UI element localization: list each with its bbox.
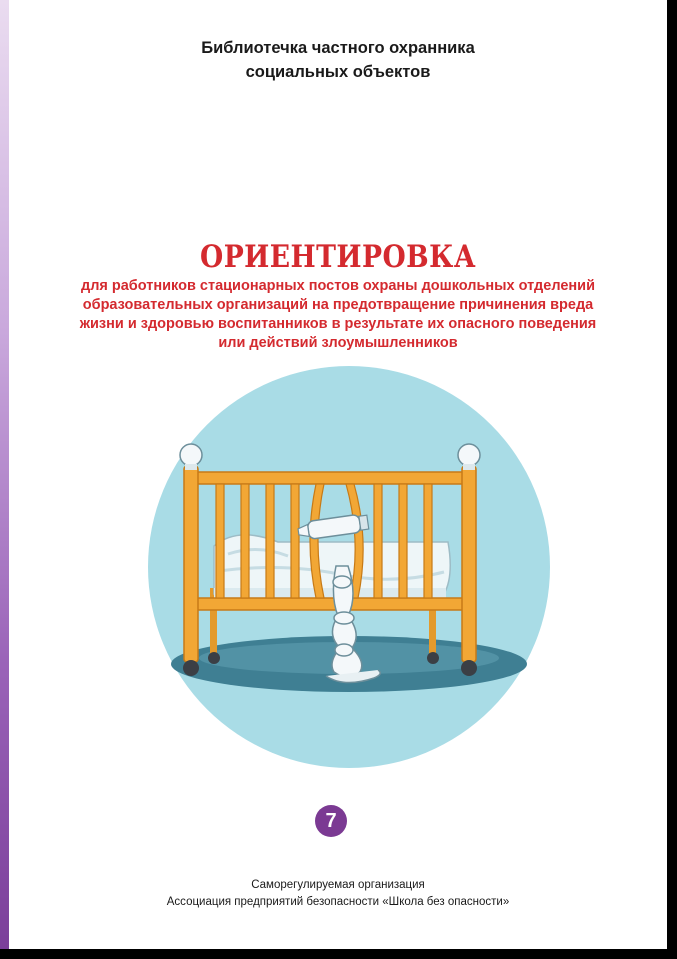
publisher-line-1: Саморегулируемая организация <box>251 879 425 891</box>
document-title: ОРИЕНТИРОВКА <box>200 239 476 275</box>
subtitle-line-2: образовательных организаций на предотвращение причинения вреда <box>82 297 594 313</box>
issue-number-badge: 7 <box>315 805 347 837</box>
series-title <box>9 36 667 84</box>
series-title-line-2: социальных объектов <box>245 63 431 81</box>
purple-spine-stripe <box>0 0 9 949</box>
subtitle-line-1: для работников стационарных постов охраны дошкольных отделений <box>80 278 595 294</box>
document-subtitle <box>9 277 667 353</box>
series-title-line-1: Библиотечка частного охранника <box>201 39 475 57</box>
top-rail <box>196 472 466 484</box>
publisher-line-2: Ассоциация предприятий безопасности «Школа без опасности» <box>166 896 510 908</box>
subtitle-line-3: жизни и здоровью воспитанников в результате их опасного поведения <box>79 316 597 332</box>
crib-illustration <box>148 366 550 768</box>
publisher-organization <box>9 877 667 911</box>
bottom-rail <box>196 598 466 610</box>
subtitle-line-4: или действий злоумышленников <box>218 335 458 351</box>
